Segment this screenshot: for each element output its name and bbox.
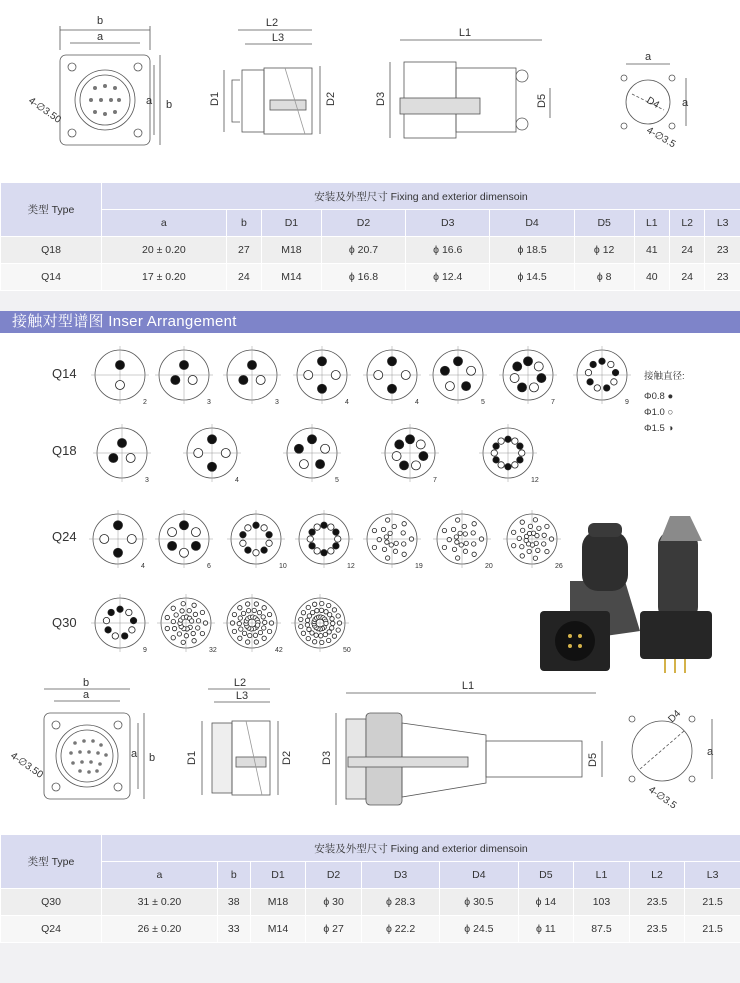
insert-diagram [479,424,539,484]
dim-holes-panel: 4-∅3.5 [644,125,678,151]
dim-a: a [82,689,90,701]
insert-diagram [573,346,631,406]
top-drawing [0,0,740,183]
insert-diagram [91,594,149,654]
dim-d4: D4 [644,95,662,111]
insert-diagram [89,510,147,570]
col-header: D4 [439,862,517,889]
contact-count: 7 [433,477,437,484]
type-cell: Q18 [0,237,101,264]
dim-l1: L1 [461,680,475,692]
connector-photo [530,511,740,681]
dim-d2: D2 [325,91,337,106]
cell: ϕ 16.8 [321,264,405,291]
insert-diagram [155,510,213,570]
group-header: 安装及外型尺寸 Fixing and exterior dimensoin [101,183,740,210]
dim-l2: L2 [233,677,247,689]
cell: ϕ 27 [305,916,361,943]
cell: ϕ 30 [305,889,361,916]
insert-diagram [295,510,355,570]
type-cell: Q24 [0,916,101,943]
col-header: b [226,210,261,237]
insert-diagram [293,346,351,406]
contact-count: 4 [141,563,145,570]
dim-b-vert: b [149,752,156,764]
filled-circle-icon: ● [667,391,674,402]
dim-d1: D1 [209,91,221,106]
contact-count: 9 [625,399,629,406]
contact-count: 6 [207,563,211,570]
dim-holes: 4-∅3.50 [26,95,63,126]
contact-count: 12 [347,563,355,570]
legend-item: Φ1.5 ◑ [644,423,674,434]
contact-count: 10 [279,563,287,570]
cell: ϕ 14 [518,889,574,916]
insert-diagram [223,594,283,654]
col-header: D1 [261,210,321,237]
legend-title: 接触直径: [644,371,685,382]
dim-b: b [96,15,104,27]
dim-l2: L2 [265,17,279,29]
insert-arrangement [0,333,740,673]
insert-diagram [93,424,151,484]
cell: 20 ± 0.20 [101,237,226,264]
contact-count: 9 [143,647,147,654]
dim-d3: D3 [321,750,333,765]
dim-a-vert: a [131,748,138,760]
contact-count: 4 [235,477,239,484]
panel-cutout-q18 [621,51,689,151]
cell: 24 [669,264,704,291]
dim-d2: D2 [281,750,293,765]
col-header: D3 [405,210,489,237]
cell: 41 [634,237,669,264]
half-filled-circle-icon: ◑ [667,423,674,434]
legend-item: Φ0.8 ● [644,391,674,402]
row-label-q24: Q24 [52,529,77,544]
type-cell: Q30 [0,889,101,916]
side-view-q30 [186,677,293,795]
contact-count: 26 [555,563,563,570]
insert-diagram [499,346,557,406]
table-row [0,916,740,943]
col-header: D5 [574,210,634,237]
insert-diagram [283,424,341,484]
insert-diagram [157,594,217,654]
col-header: L1 [573,862,629,889]
dim-holes: 4-∅3.50 [8,750,45,781]
bottom-drawing [0,673,740,835]
dim-d5: D5 [536,93,548,108]
cell: 21.5 [684,916,740,943]
contact-count: 20 [485,563,493,570]
col-header: D3 [361,862,439,889]
contact-count: 5 [335,477,339,484]
cell: 24 [669,237,704,264]
cell: 33 [217,916,250,943]
cell: 23.5 [629,916,685,943]
col-header: D2 [321,210,405,237]
plug-view-q30 [321,680,602,805]
legend-item: Φ1.0 ○ [644,407,674,418]
insert-diagram [91,346,149,406]
col-header: L2 [669,210,704,237]
contact-count: 3 [275,399,279,406]
dim-a-panel-vert: a [682,97,689,109]
front-view-q30 [8,677,155,799]
cell: ϕ 16.6 [405,237,489,264]
col-header: L3 [704,210,740,237]
side-view-q18 [209,17,337,134]
contact-count: 32 [209,647,217,654]
cell: ϕ 22.2 [361,916,439,943]
contact-count: 50 [343,647,351,654]
contact-count: 19 [415,563,423,570]
dim-b-vert: b [166,99,173,111]
contact-count: 5 [481,399,485,406]
contact-count: 4 [345,399,349,406]
dim-l1: L1 [458,27,472,39]
insert-diagram [291,594,351,654]
cell: ϕ 30.5 [439,889,517,916]
contact-count: 3 [145,477,149,484]
col-header: b [217,862,250,889]
col-header: L2 [629,862,685,889]
insert-diagram [429,346,487,406]
col-header: a [101,210,226,237]
dim-d1: D1 [186,750,198,765]
cell: ϕ 24.5 [439,916,517,943]
type-cell: Q14 [0,264,101,291]
dimension-table-q30-q24 [0,835,740,943]
table-row [0,889,740,916]
section-banner: 接触对型谱图 Inser Arrangement [0,311,740,333]
cell: 21.5 [684,889,740,916]
front-view-q18 [26,15,172,145]
cell: 23 [704,237,740,264]
row-label-q14: Q14 [52,366,77,381]
group-header: 安装及外型尺寸 Fixing and exterior dimensoin [101,835,740,862]
col-header: D4 [489,210,573,237]
cell: ϕ 8 [574,264,634,291]
col-header: L3 [684,862,740,889]
insert-diagram [227,510,287,570]
dim-a-panel-vert: a [707,746,714,758]
col-header: a [101,862,217,889]
insert-diagram [155,346,213,406]
cell: 23.5 [629,889,685,916]
connector-image-right [640,516,712,676]
insert-diagram [183,424,241,484]
insert-diagram [381,424,439,484]
col-header: D1 [250,862,306,889]
col-header: D5 [518,862,574,889]
cell: 27 [226,237,261,264]
cell: ϕ 12 [574,237,634,264]
col-header: L1 [634,210,669,237]
dim-a-vert: a [146,95,153,107]
contact-count: 12 [531,477,539,484]
cell: ϕ 12.4 [405,264,489,291]
dimension-table-q18-q14 [0,183,740,291]
dim-holes-panel: 4-∅3.5 [646,784,679,812]
contact-count: 42 [275,647,283,654]
cell: M14 [261,264,321,291]
cell: M18 [250,889,306,916]
dim-a: a [96,31,104,43]
cell: 87.5 [573,916,629,943]
contact-count: 7 [551,399,555,406]
cell: ϕ 11 [518,916,574,943]
col-header: D2 [305,862,361,889]
insert-diagram [433,510,493,570]
table-row [0,264,740,291]
row-label-q18: Q18 [52,443,77,458]
cell: 26 ± 0.20 [101,916,217,943]
type-header: 类型 Type [0,183,101,237]
contact-count: 2 [143,399,147,406]
panel-cutout-q30 [629,708,714,812]
contact-legend [644,369,685,437]
cell: M14 [250,916,306,943]
cell: ϕ 20.7 [321,237,405,264]
row-label-q30: Q30 [52,615,77,630]
cell: 24 [226,264,261,291]
cell: 38 [217,889,250,916]
connector-image-left [540,523,640,671]
open-circle-icon: ○ [667,407,674,418]
table-row [0,237,740,264]
dim-l3: L3 [271,32,285,44]
cell: ϕ 14.5 [489,264,573,291]
dim-l3: L3 [235,690,249,702]
cell: 31 ± 0.20 [101,889,217,916]
dim-d4: D4 [666,708,684,726]
cell: ϕ 18.5 [489,237,573,264]
type-header: 类型 Type [0,835,101,889]
cell: 17 ± 0.20 [101,264,226,291]
cell: 103 [573,889,629,916]
insert-diagram [223,346,281,406]
insert-diagram [363,346,421,406]
dim-a-panel: a [644,51,652,63]
cell: M18 [261,237,321,264]
plug-view-q18 [375,27,550,138]
cell: ϕ 28.3 [361,889,439,916]
contact-count: 3 [207,399,211,406]
cell: 40 [634,264,669,291]
dim-d5: D5 [587,752,599,767]
cell: 23 [704,264,740,291]
dim-d3: D3 [375,91,387,106]
contact-count: 4 [415,399,419,406]
dim-b: b [82,677,90,689]
insert-diagram [363,510,423,570]
